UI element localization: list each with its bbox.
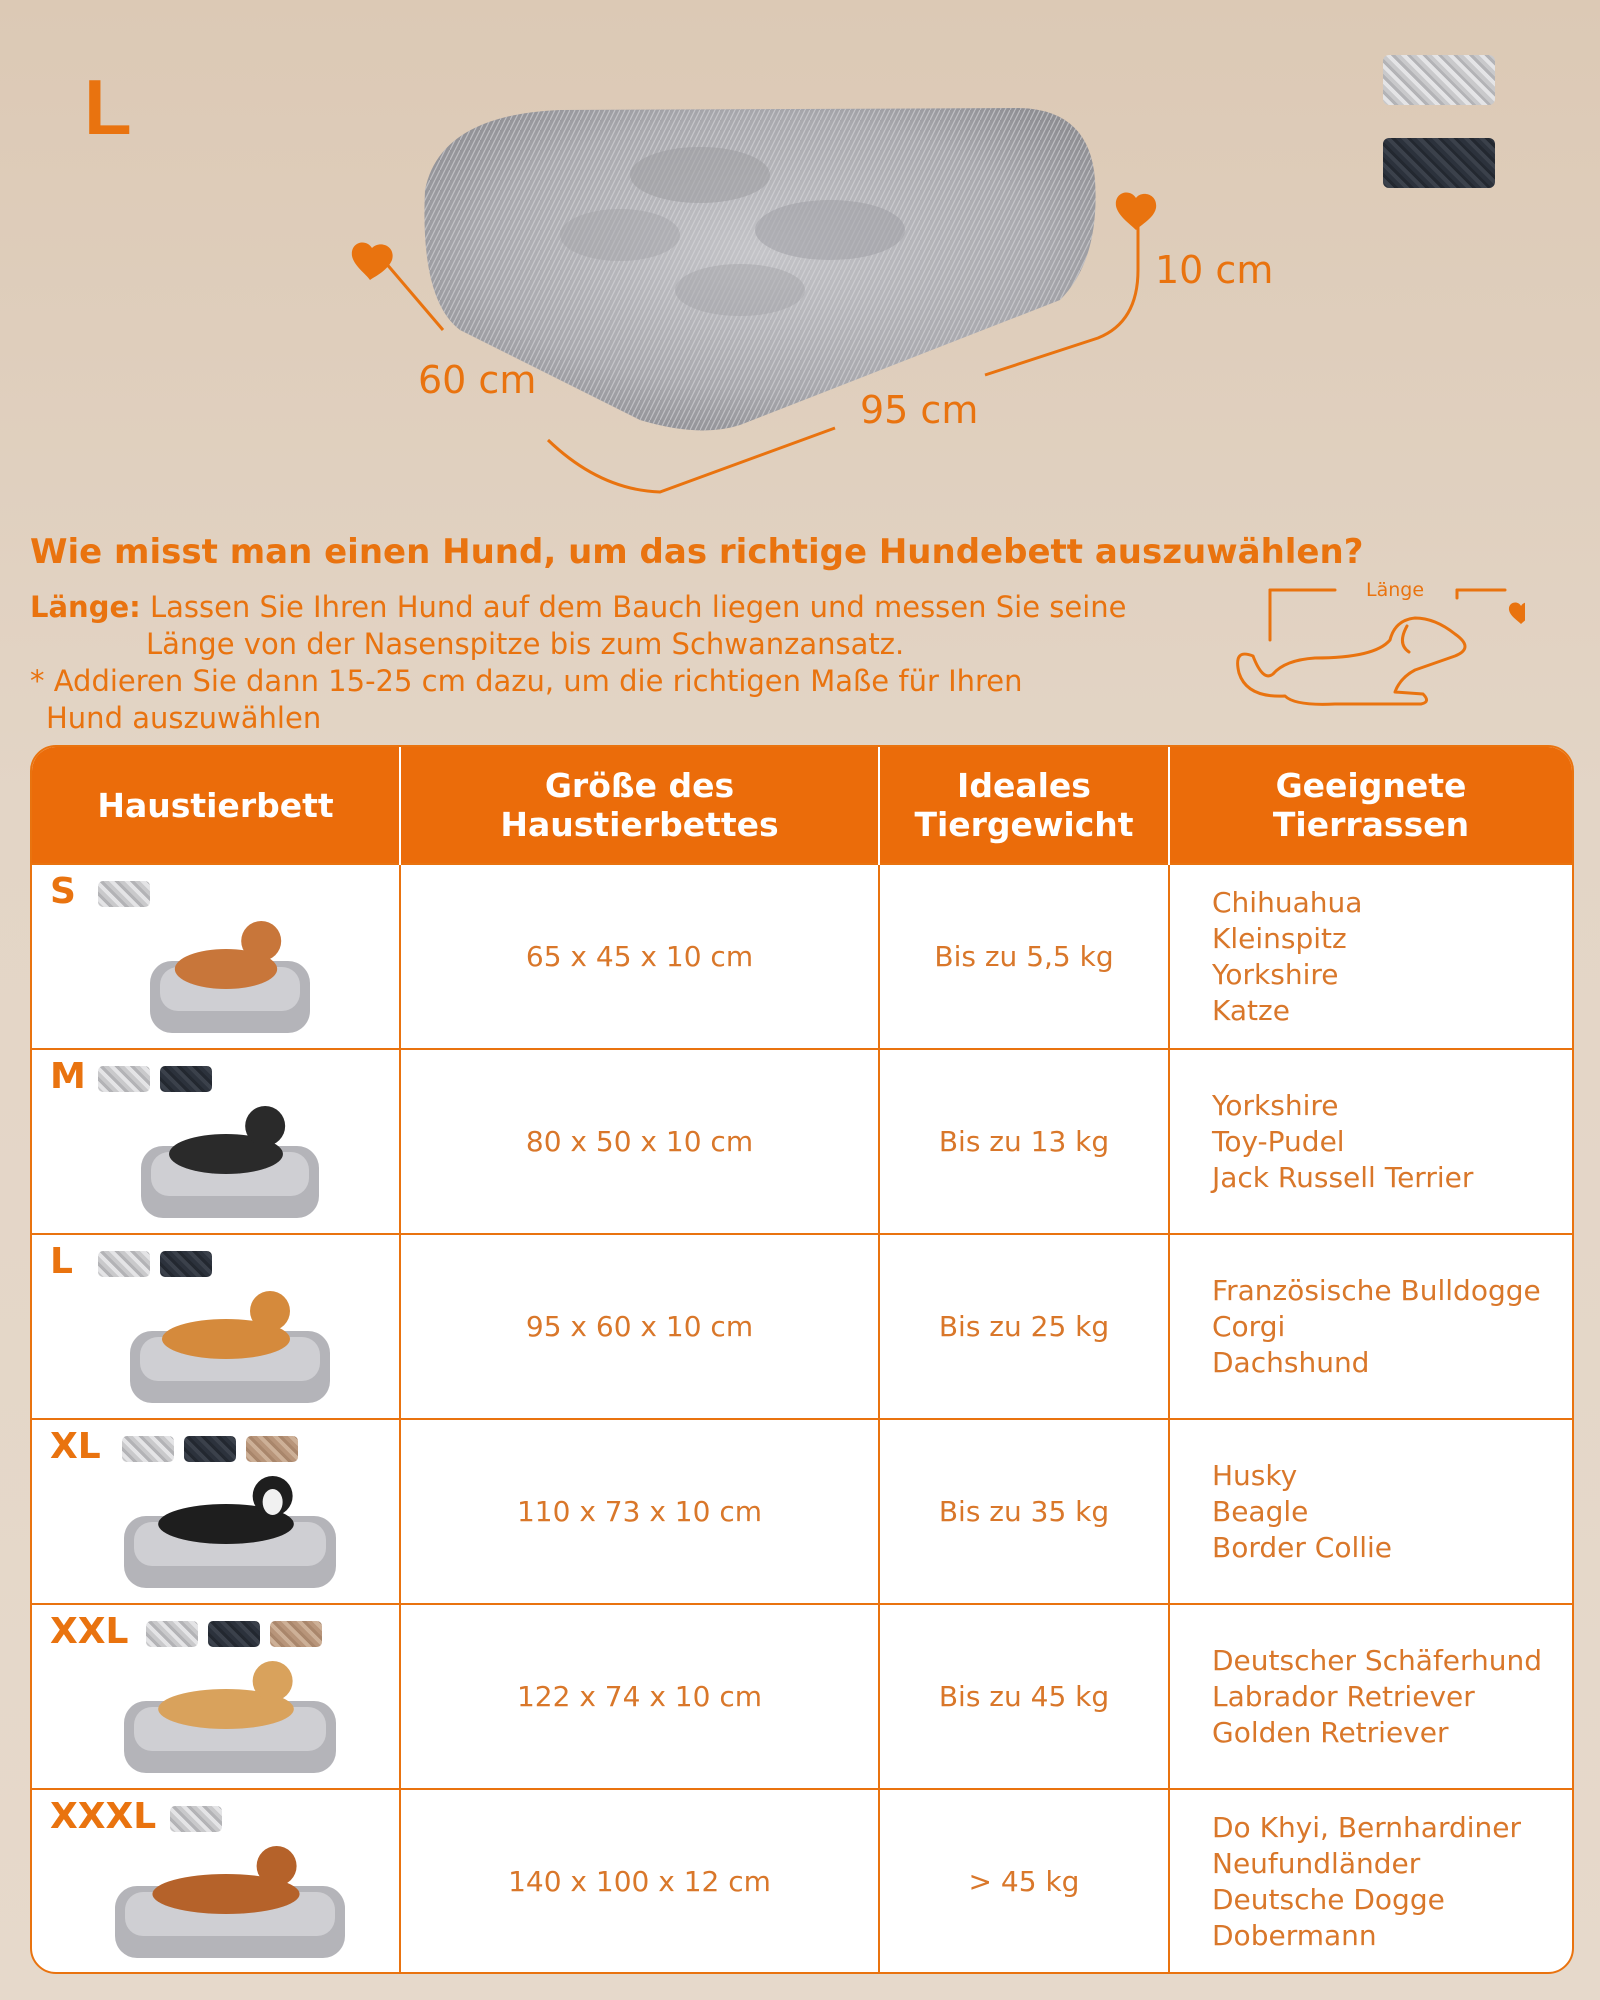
bed-cell [32,1419,400,1604]
color-swatch-light[interactable] [98,1066,150,1092]
length-instruction [30,590,1190,624]
dog-head [250,1291,290,1331]
suitable-breeds [1169,864,1572,1049]
dog-outline-icon [1238,618,1465,704]
table-row[interactable] [32,1604,1572,1789]
dimension-height-label: 10 cm [1155,248,1274,292]
ideal-weight: Bis zu 35 kg [879,1419,1169,1604]
header-groesse: Größe des Haustierbettes [400,747,879,864]
breed-item: Yorkshire [1212,1088,1339,1122]
header-tierrassen: Geeignete Tierrassen [1169,747,1572,864]
breed-item: Kleinspitz [1212,921,1347,955]
bed-size-label: S [50,871,76,912]
breed-item: Dobermann [1212,1918,1377,1952]
length-label: Länge: [30,590,141,624]
table-row[interactable] [32,1049,1572,1234]
breed-item: Border Collie [1212,1530,1393,1564]
breed-item: Labrador Retriever [1212,1679,1475,1713]
dog-face-marking [263,1489,283,1515]
ideal-weight: > 45 kg [879,1789,1169,1973]
length-text-1: Lassen Sie Ihren Hund auf dem Bauch liegen und messen Sie seine [149,590,1127,624]
color-swatch-dark[interactable] [208,1621,260,1647]
ideal-weight: Bis zu 45 kg [879,1604,1169,1789]
table-row[interactable] [32,1419,1572,1604]
bed-size-label: XXXL [50,1796,157,1837]
table-header-row [32,747,1572,864]
dog-head [257,1846,297,1886]
length-text-2: Länge von der Nasenspitze bis zum Schwanzansatz. [146,627,905,661]
breed-item: Dachshund [1212,1345,1370,1379]
color-swatch-light[interactable] [170,1806,222,1832]
ideal-weight: Bis zu 25 kg [879,1234,1169,1419]
table-row[interactable] [32,1789,1572,1973]
bed-cell [32,1234,400,1419]
arrow-heart-icon [352,242,393,280]
breed-item: Chihuahua [1212,885,1363,919]
breed-item: Deutsche Dogge [1212,1882,1445,1916]
breed-item: Jack Russell Terrier [1212,1160,1474,1194]
measure-guide-question: Wie misst man einen Hund, um das richtige Hundebett auszuwählen? [30,532,1364,572]
size-table [30,745,1574,1974]
measure-note-2: Hund auszuwählen [46,701,322,735]
color-swatch-dark[interactable] [184,1436,236,1462]
breed-item: Yorkshire [1212,957,1339,991]
diagram-length-label: Länge [1365,579,1425,601]
breed-item: Beagle [1212,1494,1309,1528]
dog-bed-photo [146,911,326,1041]
table-row[interactable] [32,1234,1572,1419]
breed-item: Do Khyi, Bernhardiner [1212,1810,1522,1844]
suitable-breeds [1169,1604,1572,1789]
heart-icon [1509,603,1525,624]
color-swatch-brown[interactable] [270,1621,322,1647]
breed-item: Toy-Pudel [1212,1124,1345,1158]
color-swatch-dark[interactable] [160,1066,212,1092]
color-swatch-dark[interactable] [160,1251,212,1277]
suitable-breeds [1169,1789,1572,1973]
bed-cell [32,1604,400,1789]
breed-item: Katze [1212,993,1290,1027]
breed-item: Französische Bulldogge [1212,1273,1541,1307]
dog-bed-photo [120,1651,352,1781]
dog-measurement-diagram [1225,578,1525,728]
dog-bed-photo [126,1281,346,1411]
color-swatch-light[interactable] [122,1436,174,1462]
dog-bed-photo [120,1466,352,1596]
header-tiergewicht: Ideales Tiergewicht [879,747,1169,864]
bed-dimensions: 65 x 45 x 10 cm [400,864,879,1049]
bed-dimensions: 110 x 73 x 10 cm [400,1419,879,1604]
suitable-breeds [1169,1419,1572,1604]
measure-note-1: * Addieren Sie dann 15-25 cm dazu, um die richtigen Maße für Ihren [30,664,1023,698]
breed-item: Husky [1212,1458,1298,1492]
hero-bed-illustration [0,0,1600,520]
bed-size-label: XXL [50,1611,129,1652]
color-swatch-brown[interactable] [246,1436,298,1462]
bed-size-label: XL [50,1426,101,1467]
breed-item: Deutscher Schäferhund [1212,1643,1543,1677]
bed-dimensions: 140 x 100 x 12 cm [400,1789,879,1973]
hero-size-letter: L [84,63,132,151]
dimension-length-label: 95 cm [860,388,979,432]
breed-item: Golden Retriever [1212,1715,1449,1749]
table-row[interactable] [32,864,1572,1049]
dog-head [253,1661,293,1701]
color-swatch-light[interactable] [98,881,150,907]
breed-item: Corgi [1212,1309,1286,1343]
color-swatch-light[interactable] [146,1621,198,1647]
breed-item: Neufundländer [1212,1846,1421,1880]
suitable-breeds [1169,1049,1572,1234]
header-haustierbett: Haustierbett [32,747,400,864]
bed-cell [32,1049,400,1234]
dog-head [245,1106,285,1146]
bed-cell [32,864,400,1049]
suitable-breeds [1169,1234,1572,1419]
bed-dimensions: 122 x 74 x 10 cm [400,1604,879,1789]
color-swatch-light[interactable] [98,1251,150,1277]
bed-dimensions: 95 x 60 x 10 cm [400,1234,879,1419]
dog-bed-photo [111,1836,361,1966]
bed-size-label: L [50,1241,73,1282]
bed-dimensions: 80 x 50 x 10 cm [400,1049,879,1234]
ideal-weight: Bis zu 5,5 kg [879,864,1169,1049]
bed-cell [32,1789,400,1973]
bed-size-label: M [50,1056,86,1097]
dog-head [241,921,281,961]
hero-section [0,0,1600,520]
dog-bed-photo [137,1096,335,1226]
dimension-width-label: 60 cm [418,358,537,402]
arrow-heart-icon [1116,192,1156,230]
ideal-weight: Bis zu 13 kg [879,1049,1169,1234]
